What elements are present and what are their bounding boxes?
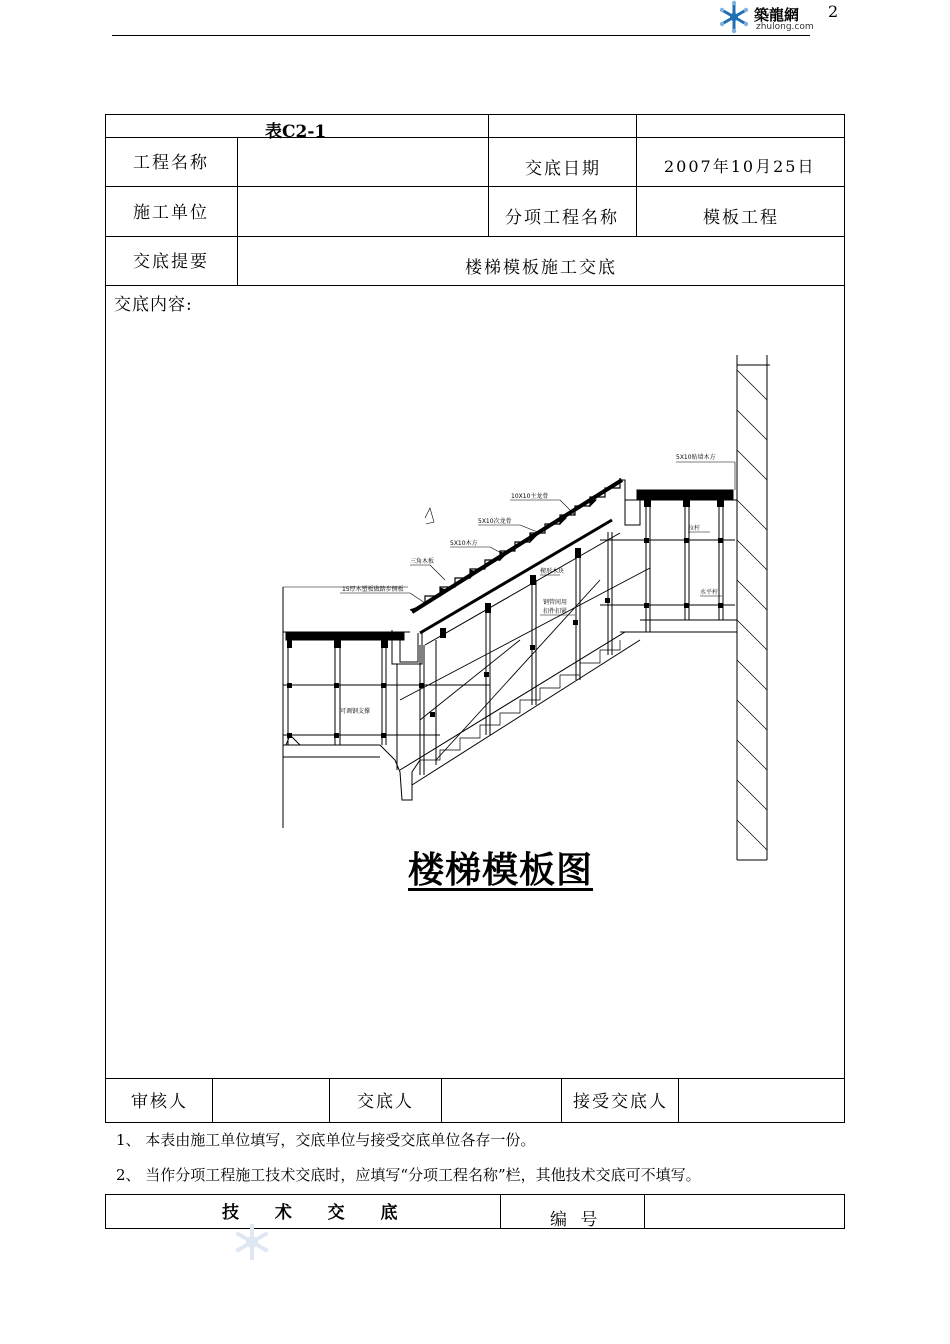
logo-name: 築龍網 [754, 6, 800, 24]
date-value: 2007年10月25日 [664, 157, 816, 176]
label-side-board: 15厚木塑板做踏步侧板 [342, 586, 404, 593]
note-1: 1、 本表由施工单位填写，交底单位与接受交底单位各存一份。 [116, 1131, 536, 1149]
receiver-label: 接受交底人 [573, 1092, 668, 1112]
reviewer-label: 审核人 [131, 1092, 188, 1112]
label-tie-bar: 拉杆 [688, 525, 701, 532]
date-label: 交底日期 [525, 159, 601, 179]
label-secondary-keel: 5X10次龙骨 [478, 518, 512, 525]
logo-url: zhulong.com [756, 22, 814, 32]
drawing-title: 楼梯模板图 [408, 850, 594, 891]
label-fastener: 扣件扣紧 [543, 608, 568, 615]
clamps [287, 499, 724, 738]
watermark-logo-icon [228, 1222, 276, 1262]
label-triangle-board: 三角木板 [410, 558, 435, 565]
number-label: 编 号 [550, 1210, 602, 1230]
label-wall-timber: 5X10贴墙木方 [676, 454, 716, 461]
label-steel-tube: 钢管间用 [543, 599, 568, 606]
summary-value: 楼梯模板施工交底 [465, 258, 617, 278]
right-wall [737, 355, 770, 860]
label-main-keel: 10X10主龙骨 [511, 493, 549, 500]
page-number: 2 [828, 2, 839, 21]
note-2: 2、 当作分项工程施工技术交底时，应填写“分项工程名称”栏，其他技术交底可不填写。 [116, 1166, 701, 1184]
content-label: 交底内容: [114, 295, 193, 315]
summary-label: 交底提要 [133, 252, 209, 272]
discloser-label: 交底人 [357, 1092, 414, 1112]
project-name-label: 工程名称 [133, 153, 209, 173]
subproject-value: 模板工程 [703, 208, 779, 228]
label-wedge-block: 楔形木块 [540, 568, 565, 575]
label-timber: 5X10木方 [450, 540, 478, 547]
label-adjustable-support: 可调钢支撑 [340, 708, 371, 715]
subproject-label: 分项工程名称 [505, 208, 619, 228]
table-id: 表C2-1 [265, 122, 327, 142]
horizontal-bars [283, 540, 735, 760]
footer-title: 技 术 交 底 [222, 1203, 406, 1223]
label-horizontal-bar: 水平杆 [700, 589, 719, 596]
unit-label: 施工单位 [133, 203, 209, 223]
